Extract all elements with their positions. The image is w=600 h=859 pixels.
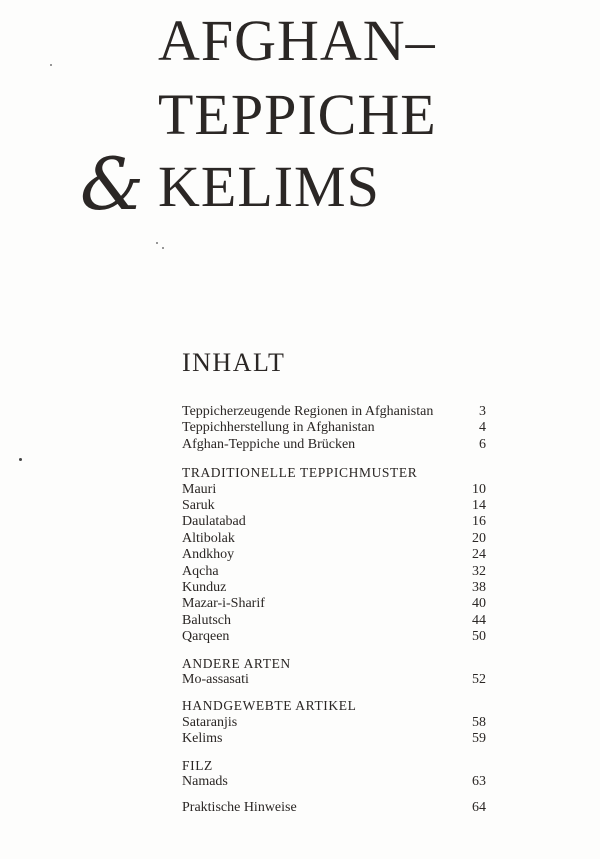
toc-heading: INHALT <box>182 348 286 377</box>
toc-entry <box>182 482 486 498</box>
toc-entry-page: 6 <box>479 436 486 452</box>
toc-entry-label: Kunduz <box>182 580 227 595</box>
toc-entry <box>182 498 486 514</box>
toc-entry-label: Namads <box>182 774 228 789</box>
toc-entry <box>182 547 486 563</box>
toc-entry-page: 3 <box>479 404 486 419</box>
toc-entry <box>182 629 486 645</box>
toc-entry <box>182 715 486 731</box>
toc-entry-page: 59 <box>472 731 486 747</box>
toc-entry <box>182 613 486 629</box>
toc-entry-label: Mazar-i-Sharif <box>182 596 265 612</box>
toc-entry-page: 24 <box>472 547 486 563</box>
paper-speck <box>162 247 164 249</box>
toc-entry-label: Praktische Hinweise <box>182 800 297 816</box>
toc-entry-page: 50 <box>472 629 486 645</box>
paper-speck <box>19 458 22 461</box>
toc-entry-page: 64 <box>472 800 486 816</box>
title-line-2: TEPPICHE <box>158 82 437 147</box>
toc-entry-page: 63 <box>472 774 486 789</box>
toc-entry-label: Qarqeen <box>182 629 230 645</box>
toc-entry-page: 58 <box>472 714 486 730</box>
toc-entry-page: 16 <box>472 514 486 530</box>
toc-entry-label: Balutsch <box>182 612 231 628</box>
toc-entry-label: Sataranjis <box>182 714 238 730</box>
toc-entry-page: 52 <box>472 672 486 687</box>
toc-entry-page: 40 <box>472 596 486 612</box>
toc-entry-page: 10 <box>472 481 486 497</box>
toc-entry <box>182 404 486 420</box>
title-line-3: KELIMS <box>158 154 380 219</box>
paper-speck <box>50 64 52 66</box>
toc-entry-label: Andkhoy <box>182 547 235 563</box>
toc-entry-page: 32 <box>472 563 486 579</box>
toc-entry-label: Aqcha <box>182 563 219 579</box>
toc-entry <box>182 514 486 530</box>
toc-entry <box>182 420 486 436</box>
toc-entry-label: Mauri <box>182 481 217 497</box>
toc-entry <box>182 672 486 688</box>
toc-entry <box>182 596 486 612</box>
toc-section-title: HANDGEWEBTE ARTIKEL <box>182 698 357 714</box>
toc-entry <box>182 564 486 580</box>
toc-entry-label: Saruk <box>182 498 215 513</box>
toc-entry <box>182 800 486 816</box>
title-line-1: AFGHAN– <box>158 8 436 73</box>
toc-entry-label: Teppicherzeugende Regionen in Afghanistan <box>182 404 434 419</box>
toc-entry <box>182 580 486 596</box>
toc-entry <box>182 731 486 747</box>
toc-section-title: FILZ <box>182 757 213 773</box>
toc-entry-label: Teppichherstellung in Afghanistan <box>182 420 375 436</box>
toc-entry-page: 14 <box>472 498 486 513</box>
toc-entry <box>182 531 486 547</box>
toc-section-title: TRADITIONELLE TEPPICHMUSTER <box>182 465 418 481</box>
toc-entry-label: Kelims <box>182 731 223 747</box>
toc-entry-page: 44 <box>472 612 486 628</box>
toc-entry <box>182 774 486 790</box>
toc-entry-label: Afghan-Teppiche und Brücken <box>182 436 356 452</box>
toc-entry-label: Mo-assasati <box>182 672 249 687</box>
toc-entry-label: Altibolak <box>182 530 235 546</box>
ampersand-glyph: & <box>80 142 145 226</box>
paper-speck <box>156 242 158 244</box>
toc-entry-page: 20 <box>472 530 486 546</box>
cover-title <box>0 0 600 240</box>
toc-entry-label: Daulatabad <box>182 514 246 530</box>
toc-entry <box>182 437 486 453</box>
toc-entry-page: 38 <box>472 580 486 595</box>
toc-entry-page: 4 <box>479 420 486 436</box>
toc-section-title: ANDERE ARTEN <box>182 655 291 671</box>
